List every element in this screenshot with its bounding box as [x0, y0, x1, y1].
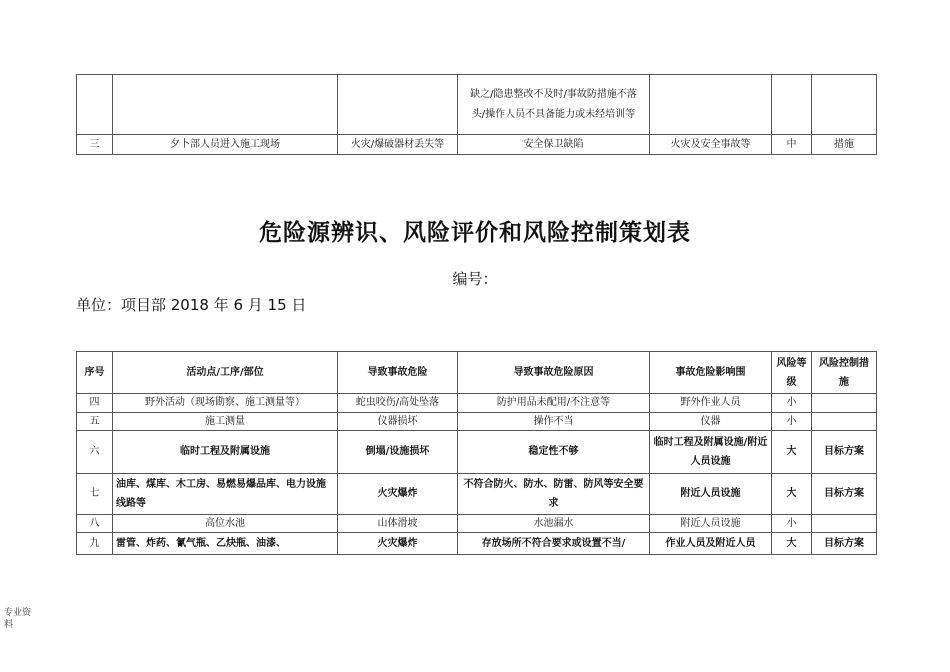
cell-activity: 高位水池	[113, 515, 338, 533]
table-row	[77, 474, 877, 515]
cell-activity: 临时工程及附属设施	[113, 431, 338, 474]
table-row	[77, 515, 877, 533]
document-unit-line: 单位：项目部 2018 年 6 月 15 日	[76, 296, 307, 314]
cell-measure: 目标方案	[812, 474, 877, 515]
cell-hazard: 火灾爆炸	[338, 533, 458, 555]
cell-impact: 火灾及安全事故等	[650, 135, 772, 155]
document-number-label: 编号：	[452, 270, 498, 288]
header-level: 风险等级	[772, 352, 812, 394]
table-row	[77, 533, 877, 555]
table-row	[77, 413, 877, 431]
cell-cause: 稳定性不够	[458, 431, 650, 474]
cell-no: 三	[77, 135, 113, 155]
cell-level: 大	[772, 431, 812, 474]
header-cause: 导致事故危险原因	[458, 352, 650, 394]
cell-impact: 作业人员及附近人员	[650, 533, 772, 555]
cell-level: 中	[772, 135, 812, 155]
cell-level	[772, 75, 812, 135]
cell-cause: 安全保卫缺陷	[458, 135, 650, 155]
cell-measure: 目标方案	[812, 533, 877, 555]
cell-level: 大	[772, 533, 812, 555]
cell-level: 小	[772, 413, 812, 431]
table-row	[77, 135, 877, 155]
cell-level: 大	[772, 474, 812, 515]
cell-level: 小	[772, 394, 812, 413]
cell-no	[77, 75, 113, 135]
cell-impact: 临时工程及附属设施/附近人员设施	[650, 431, 772, 474]
cell-activity: 雷管、炸药、氰气瓶、乙炔瓶、油漆、	[113, 533, 338, 555]
cell-hazard: 蛇虫咬伤/高处坠落	[338, 394, 458, 413]
cell-hazard	[338, 75, 458, 135]
cell-cause: 不符合防火、防水、防雷、防风等安全要求	[458, 474, 650, 515]
cell-no: 五	[77, 413, 113, 431]
cell-no: 九	[77, 533, 113, 555]
cell-hazard: 山体滑坡	[338, 515, 458, 533]
cell-cause: 水池漏水	[458, 515, 650, 533]
cell-measure	[812, 515, 877, 533]
header-measure: 风险控制措施	[812, 352, 877, 394]
cell-hazard: 火灾爆炸	[338, 474, 458, 515]
cell-impact: 附近人员设施	[650, 515, 772, 533]
footer-note: 专业资料	[4, 608, 32, 630]
cell-impact: 附近人员设施	[650, 474, 772, 515]
header-impact: 事故危险影响围	[650, 352, 772, 394]
cell-cause: 防护用品未配用/不注意等	[458, 394, 650, 413]
cell-activity: 油库、煤库、木工房、易燃易爆品库、电力设施线路等	[113, 474, 338, 515]
cell-no: 七	[77, 474, 113, 515]
cell-no: 四	[77, 394, 113, 413]
cell-measure	[812, 394, 877, 413]
cell-impact: 仪器	[650, 413, 772, 431]
table-header-row	[77, 352, 877, 394]
cell-measure: 措施	[812, 135, 877, 155]
cell-hazard: 火灾/爆破器材丢失等	[338, 135, 458, 155]
document-title: 危险源辨识、风险评价和风险控制策划表	[259, 220, 691, 246]
cell-activity: 野外活动（现场勘察、施工测量等）	[113, 394, 338, 413]
cell-cause: 存放场所不符合要求或设置不当/	[458, 533, 650, 555]
cell-hazard: 倒塌/设施损坏	[338, 431, 458, 474]
table-row	[77, 394, 877, 413]
cell-impact: 野外作业人员	[650, 394, 772, 413]
cell-measure	[812, 75, 877, 135]
cell-hazard: 仪器损坏	[338, 413, 458, 431]
table-row	[77, 75, 877, 135]
cell-cause: 缺之/隐患整改不及时/事故防措施不落头/操作人员不具备能力或未经培训等	[458, 75, 650, 135]
cell-measure: 目标方案	[812, 431, 877, 474]
cell-activity	[113, 75, 338, 135]
cell-no: 六	[77, 431, 113, 474]
cell-level: 小	[772, 515, 812, 533]
cell-activity: 施工测量	[113, 413, 338, 431]
cell-cause: 操作不当	[458, 413, 650, 431]
risk-table	[76, 351, 877, 555]
cell-activity: 夕卜部人员进入施工现场	[113, 135, 338, 155]
cell-impact	[650, 75, 772, 135]
header-no: 序号	[77, 352, 113, 394]
table-row	[77, 431, 877, 474]
cell-measure	[812, 413, 877, 431]
cell-no: 八	[77, 515, 113, 533]
header-hazard: 导致事故危险	[338, 352, 458, 394]
top-table	[76, 74, 877, 155]
header-activity: 活动点/工序/部位	[113, 352, 338, 394]
